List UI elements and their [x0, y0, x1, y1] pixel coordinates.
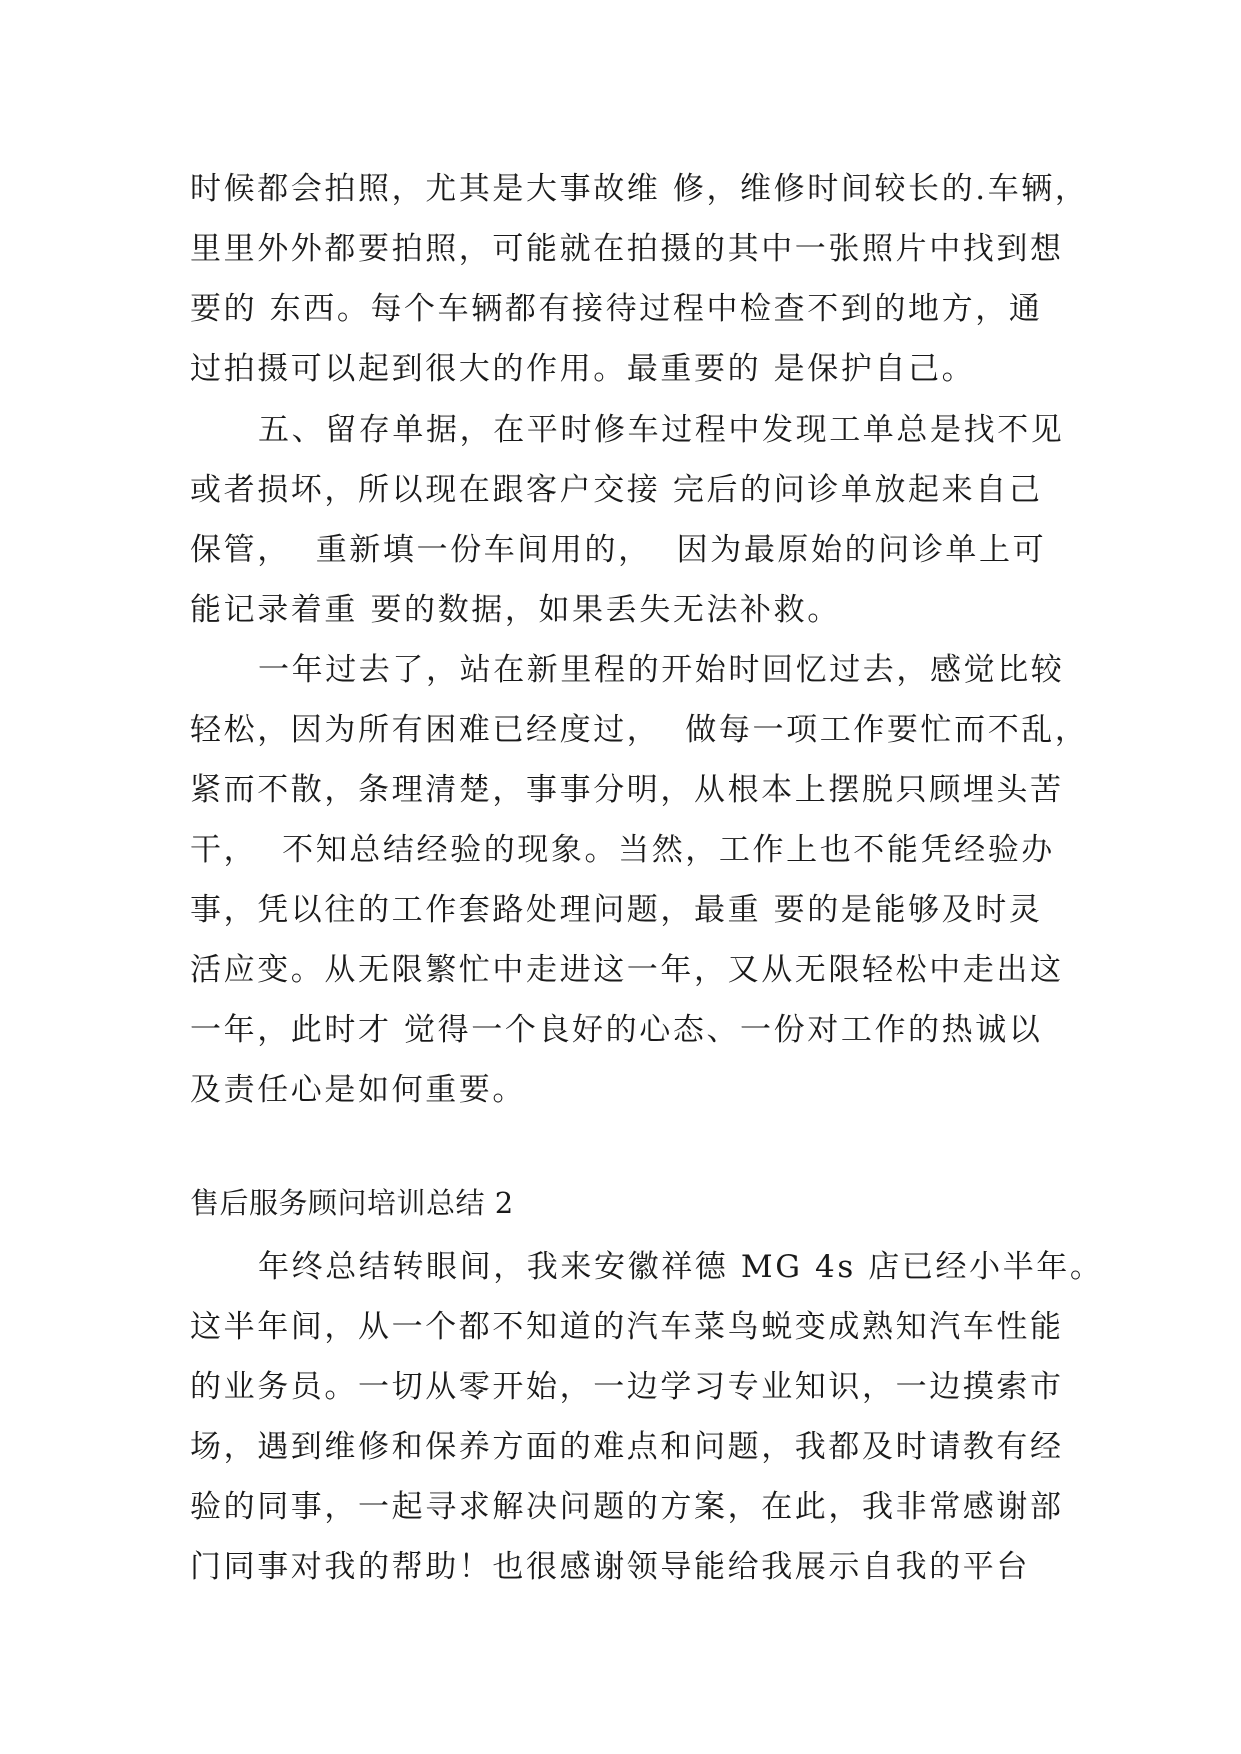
paragraph-line: 事，凭以往的工作套路处理问题，最重 要的是能够及时灵	[190, 892, 1043, 928]
paragraph-line: 保管， 重新填一份车间用的， 因为最原始的问诊单上可	[190, 532, 1047, 568]
paragraph-line: 五、留存单据，在平时修车过程中发现工单总是找不见	[258, 412, 1065, 448]
paragraph-line: 年终总结转眼间，我来安徽祥德 MG 4s 店已经小半年。	[258, 1249, 1104, 1285]
paragraph-line: 干， 不知总结经验的现象。当然，工作上也不能凭经验办	[190, 832, 1055, 868]
paragraph-line: 及责任心是如何重要。	[190, 1072, 526, 1108]
paragraph-line: 能记录着重 要的数据，如果丢失无法补救。	[190, 592, 841, 628]
paragraph-line: 活应变。从无限繁忙中走进这一年，又从无限轻松中走出这	[190, 952, 1064, 988]
paragraph-line: 这半年间，从一个都不知道的汽车菜鸟蜕变成熟知汽车性能	[190, 1309, 1064, 1345]
paragraph-line: 过拍摄可以起到很大的作用。最重要的 是保护自己。	[190, 351, 976, 387]
paragraph-line: 紧而不散，条理清楚，事事分明，从根本上摆脱只顾埋头苦	[190, 772, 1064, 808]
paragraph-line: 门同事对我的帮助！也很感谢领导能给我展示自我的平台	[190, 1549, 1030, 1585]
paragraph-line: 轻松，因为所有困难已经度过， 做每一项工作要忙而不乱，	[190, 712, 1089, 748]
paragraph-line: 要的 东西。每个车辆都有接待过程中检查不到的地方，通	[190, 291, 1043, 327]
paragraph-line: 的业务员。一切从零开始，一边学习专业知识，一边摸索市	[190, 1369, 1064, 1405]
paragraph-line: 一年，此时才 觉得一个良好的心态、一份对工作的热诚以	[190, 1012, 1043, 1048]
paragraph-line: 或者损坏，所以现在跟客户交接 完后的问诊单放起来自己	[190, 472, 1043, 508]
paragraph-line: 一年过去了，站在新里程的开始时回忆过去，感觉比较	[258, 652, 1065, 688]
paragraph-line: 验的同事，一起寻求解决问题的方案，在此，我非常感谢部	[190, 1489, 1064, 1525]
section-heading: 售后服务顾问培训总结 2	[190, 1186, 514, 1220]
paragraph-line: 里里外外都要拍照，可能就在拍摄的其中一张照片中找到想	[190, 231, 1064, 267]
paragraph-line: 场，遇到维修和保养方面的难点和问题，我都及时请教有经	[190, 1429, 1064, 1465]
paragraph-line: 时候都会拍照，尤其是大事故维 修，维修时间较长的.车辆，	[190, 171, 1089, 207]
